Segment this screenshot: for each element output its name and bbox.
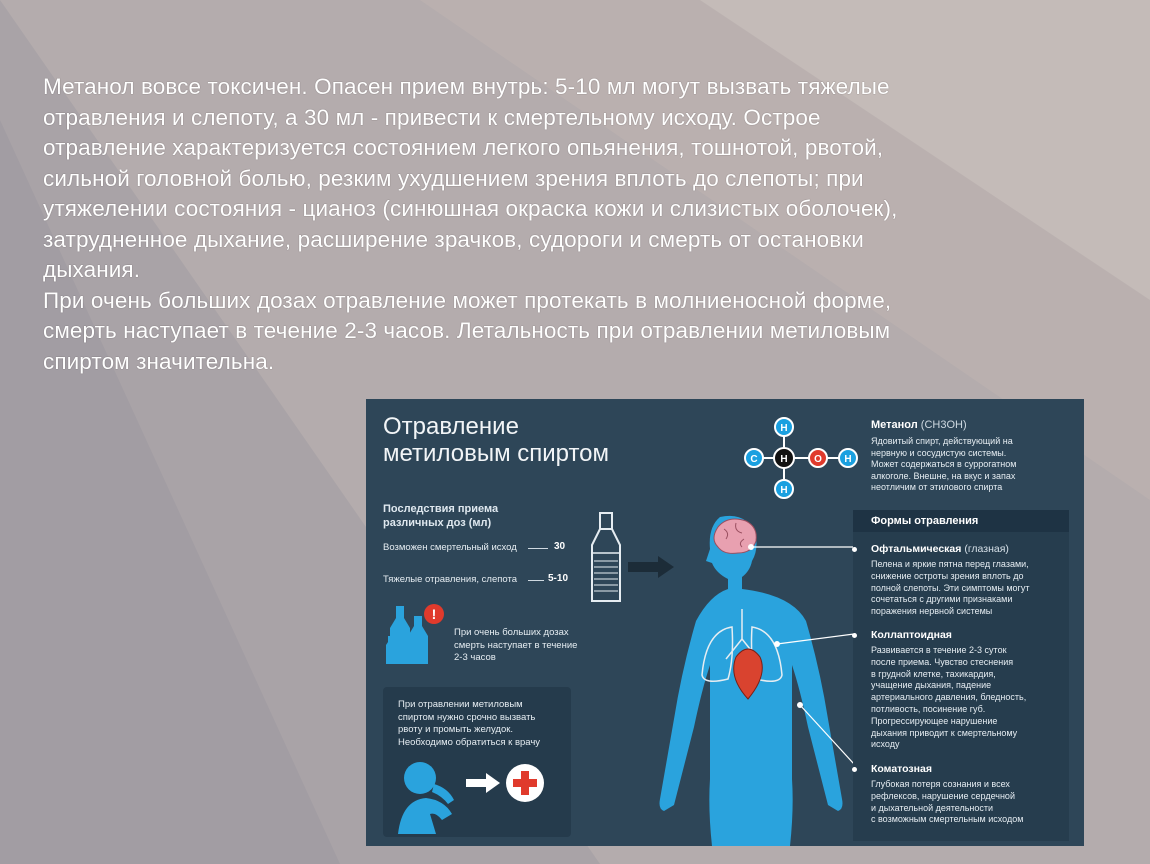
form-collaptoid-text: Развивается в течение 2-3 суток после приема. Чувство стеснения в грудной клетке, тахикардия, учащение дыхания, падение артериального давления, бледность, потливость, посинение губ. Прогрессирующее нарушение дыхания приводит к смертельному исходу (871, 645, 1027, 750)
form-comatose-text: Глубокая потеря сознания и всех рефлексов, нарушение сердечной и дыхательной деятельности с возможным смертельным исходом (871, 779, 1024, 825)
methanol-molecule-diagram (736, 413, 866, 503)
vomiting-person-icon (396, 754, 468, 834)
human-body-figure (624, 509, 864, 846)
form-ophthalmic-title: Офтальмическая (глазная) (871, 543, 1009, 555)
medical-cross-icon (504, 762, 546, 804)
svg-text:O: O (814, 454, 822, 465)
form-comatose-title: Коматозная (871, 763, 932, 775)
advice-text: При отравлении метиловым спиртом нужно срочно вызвать рвоту и промыть желудок. Необходимо обратиться к врачу (398, 699, 541, 748)
slide-body-text (43, 72, 1103, 377)
svg-text:!: ! (431, 606, 437, 622)
dose-label-severe: Тяжелые отравления, слепота (383, 574, 517, 585)
bottle-icon (588, 511, 624, 603)
form-ophthalmic-marker (852, 547, 857, 552)
doses-header: Последствия приема различных доз (мл) (383, 503, 499, 529)
dose-value-lethal: 30 (554, 541, 566, 552)
svg-text:H: H (780, 454, 788, 465)
svg-text:H: H (780, 485, 788, 496)
arrow-to-medical-icon (466, 771, 502, 795)
form-ophthalmic-text: Пелена и яркие пятна перед глазами, снижение остроты зрения вплоть до полной слепоты. Эти симптомы могут сочетаться с другими признаками поражения нервной системы (871, 559, 1030, 617)
dose-label-lethal: Возможен смертельный исход (383, 542, 517, 553)
warning-icon (423, 603, 445, 625)
infographic-title: Отравление метиловым спиртом (383, 413, 610, 467)
poisoning-forms-header: Формы отравления (871, 515, 979, 527)
svg-text:C: C (750, 454, 758, 465)
dose-value-severe: 5-10 (548, 573, 569, 584)
methanol-infographic (366, 399, 1084, 846)
methanol-formula: (CH3OH) (920, 419, 967, 431)
svg-text:H: H (844, 454, 852, 465)
svg-text:H: H (780, 423, 788, 434)
form-collaptoid-marker (852, 633, 857, 638)
dose-lethal-connector (528, 548, 548, 549)
large-dose-note: При очень больших дозах смерть наступает в течение 2-3 часов (454, 627, 578, 663)
form-collaptoid-title: Коллаптоидная (871, 629, 952, 641)
methanol-name: Метанол (871, 419, 918, 431)
paragraph-methanol-toxicity: Метанол вовсе токсичен. Опасен прием внутрь: 5-10 мл могут вызвать тяжелые отравления и слепоту, а 30 мл - привести к смертельному исходу. Острое отравление характеризуется состоянием легкого опьянения, тошнотой, рвотой, сильной головной болью, резким ухудшением зрения вплоть до слепоты; при утяжелении состояния - цианоз (синюшная окраска кожи и слизистых оболочек), затрудненное дыхание, расширение зрачков, судороги и смерть от остановки дыхания. (43, 74, 898, 282)
methanol-description: Ядовитый спирт, действующий на нервную и сосудистую системы. Может содержаться в суррогатном алкоголе. Внешне, на вкус и запах неотличим от этилового спирта (871, 436, 1017, 492)
methanol-heading (871, 419, 967, 431)
paragraph-large-doses: При очень больших дозах отравление может протекать в молниеносной форме, смерть наступает в течение 2-3 часов. Летальность при отравлении метиловым спиртом значительна. (43, 287, 892, 374)
dose-severe-connector (528, 580, 544, 581)
form-comatose-marker (852, 767, 857, 772)
